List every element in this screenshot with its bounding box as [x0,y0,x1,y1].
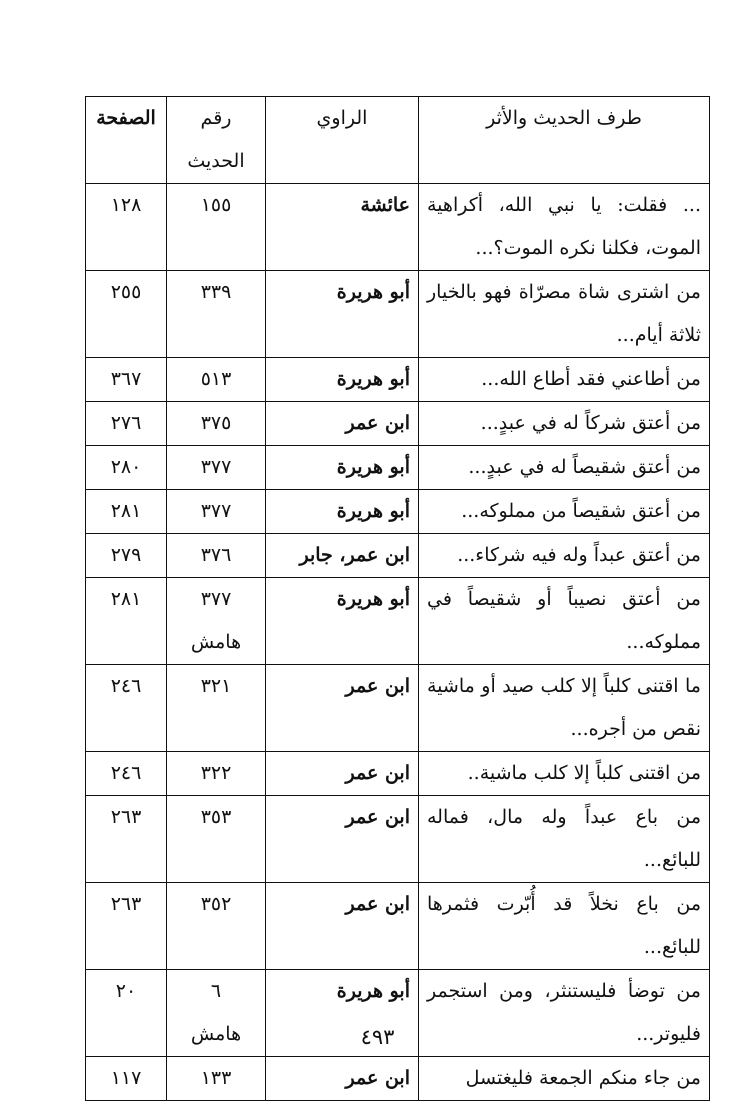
hadith-number: ٣٣٩ [200,281,232,303]
page-cell: ٢٤٦ [86,752,167,796]
header-number-line2: الحديث [187,150,245,172]
page-cell: ٢٨٠ [86,446,167,490]
hadith-text-cell: من باع عبداً وله مال، فماله للبائع... [419,796,710,883]
hadith-text-cell: من أعتق عبداً وله فيه شركاء... [419,534,710,578]
narrator-cell: أبو هريرة [266,446,419,490]
hadith-number: ٦ [210,980,222,1002]
hadith-number-cell [167,752,266,796]
hadith-number-cell [167,184,266,271]
table-row [86,534,710,578]
hadith-number-cell [167,534,266,578]
hadith-number-cell [167,796,266,883]
table-row [86,1057,710,1101]
header-hadith-text: طرف الحديث والأثر [419,97,710,184]
page-cell: ٢٤٦ [86,665,167,752]
hadith-text-cell: من توضأ فليستنثر، ومن استجمر فليوتر... [419,970,710,1057]
table-row [86,402,710,446]
header-page: الصفحة [86,97,167,184]
page-cell: ٢٠ [86,970,167,1057]
hadith-number-cell [167,665,266,752]
table-row [86,271,710,358]
table-row [86,665,710,752]
hadith-number: ٣٧٦ [200,544,232,566]
narrator-cell: ابن عمر [266,752,419,796]
hadith-number: ٣٧٧ [200,588,232,610]
hadith-number: ١٥٥ [200,194,232,216]
hadith-index-table [85,96,710,1101]
hadith-text-cell: من جاء منكم الجمعة فليغتسل [419,1057,710,1101]
hadith-number-cell [167,578,266,665]
hadith-text-cell: من أعتق شقيصاً له في عبدٍ... [419,446,710,490]
page-cell: ٢٥٥ [86,271,167,358]
hadith-text-cell: ... فقلت: يا نبي الله، أكراهية الموت، فكلنا نكره الموت؟... [419,184,710,271]
narrator-cell: أبو هريرة [266,358,419,402]
table-row [86,358,710,402]
hadith-text-cell: من أعتق نصيباً أو شقيصاً في مملوكه... [419,578,710,665]
narrator-cell: ابن عمر [266,1057,419,1101]
hadith-text-cell: من أعتق شركاً له في عبدٍ... [419,402,710,446]
hadith-number: ٣٢٢ [200,762,232,784]
page-cell: ٢٨١ [86,490,167,534]
table-row [86,446,710,490]
hadith-number-cell [167,490,266,534]
margin-note-label: هامش [190,1023,242,1045]
header-number-line1: رقم [200,107,232,129]
hadith-number: ٣٥٢ [200,893,232,915]
page-cell: ٢٨١ [86,578,167,665]
hadith-number: ٣٥٣ [200,806,232,828]
narrator-cell: أبو هريرة [266,271,419,358]
hadith-number-cell [167,1057,266,1101]
narrator-cell: ابن عمر [266,665,419,752]
table-row [86,883,710,970]
hadith-text-cell: من اشترى شاة مصرّاة فهو بالخيار ثلاثة أيام... [419,271,710,358]
page-number: ٤٩٣ [360,1025,395,1049]
table-header-row [86,97,710,184]
page-cell: ١١٧ [86,1057,167,1101]
hadith-number-cell [167,358,266,402]
narrator-cell: ابن عمر [266,796,419,883]
narrator-cell: أبو هريرة [266,970,419,1057]
narrator-cell: عائشة [266,184,419,271]
table-row [86,578,710,665]
hadith-number-cell [167,271,266,358]
page-cell: ٢٦٣ [86,883,167,970]
hadith-number: ٣٧٧ [200,500,232,522]
hadith-number: ١٣٣ [200,1067,232,1089]
hadith-number-cell [167,883,266,970]
narrator-cell: أبو هريرة [266,490,419,534]
table-body [86,184,710,1101]
hadith-text-cell: ما اقتنى كلباً إلا كلب صيد أو ماشية نقص من أجره... [419,665,710,752]
hadith-number: ٣٢١ [200,675,232,697]
hadith-number-cell [167,402,266,446]
hadith-number-cell [167,446,266,490]
table-row [86,796,710,883]
page-cell: ١٢٨ [86,184,167,271]
hadith-number: ٣٧٧ [200,456,232,478]
narrator-cell: ابن عمر، جابر [266,534,419,578]
header-narrator: الراوي [266,97,419,184]
narrator-cell: ابن عمر [266,883,419,970]
page-cell: ٢٧٦ [86,402,167,446]
narrator-cell: ابن عمر [266,402,419,446]
hadith-text-cell: من أعتق شقيصاً من مملوكه... [419,490,710,534]
header-hadith-number [167,97,266,184]
hadith-text-cell: من اقتنى كلباً إلا كلب ماشية.. [419,752,710,796]
narrator-cell: أبو هريرة [266,578,419,665]
page-cell: ٢٦٣ [86,796,167,883]
hadith-number: ٥١٣ [200,368,232,390]
page-cell: ٣٦٧ [86,358,167,402]
table-row [86,752,710,796]
margin-note-label: هامش [190,631,242,653]
table-row [86,490,710,534]
page-cell: ٢٧٩ [86,534,167,578]
hadith-text-cell: من أطاعني فقد أطاع الله... [419,358,710,402]
hadith-number: ٣٧٥ [200,412,232,434]
hadith-text-cell: من باع نخلاً قد أُبّرت فثمرها للبائع... [419,883,710,970]
table-row [86,184,710,271]
